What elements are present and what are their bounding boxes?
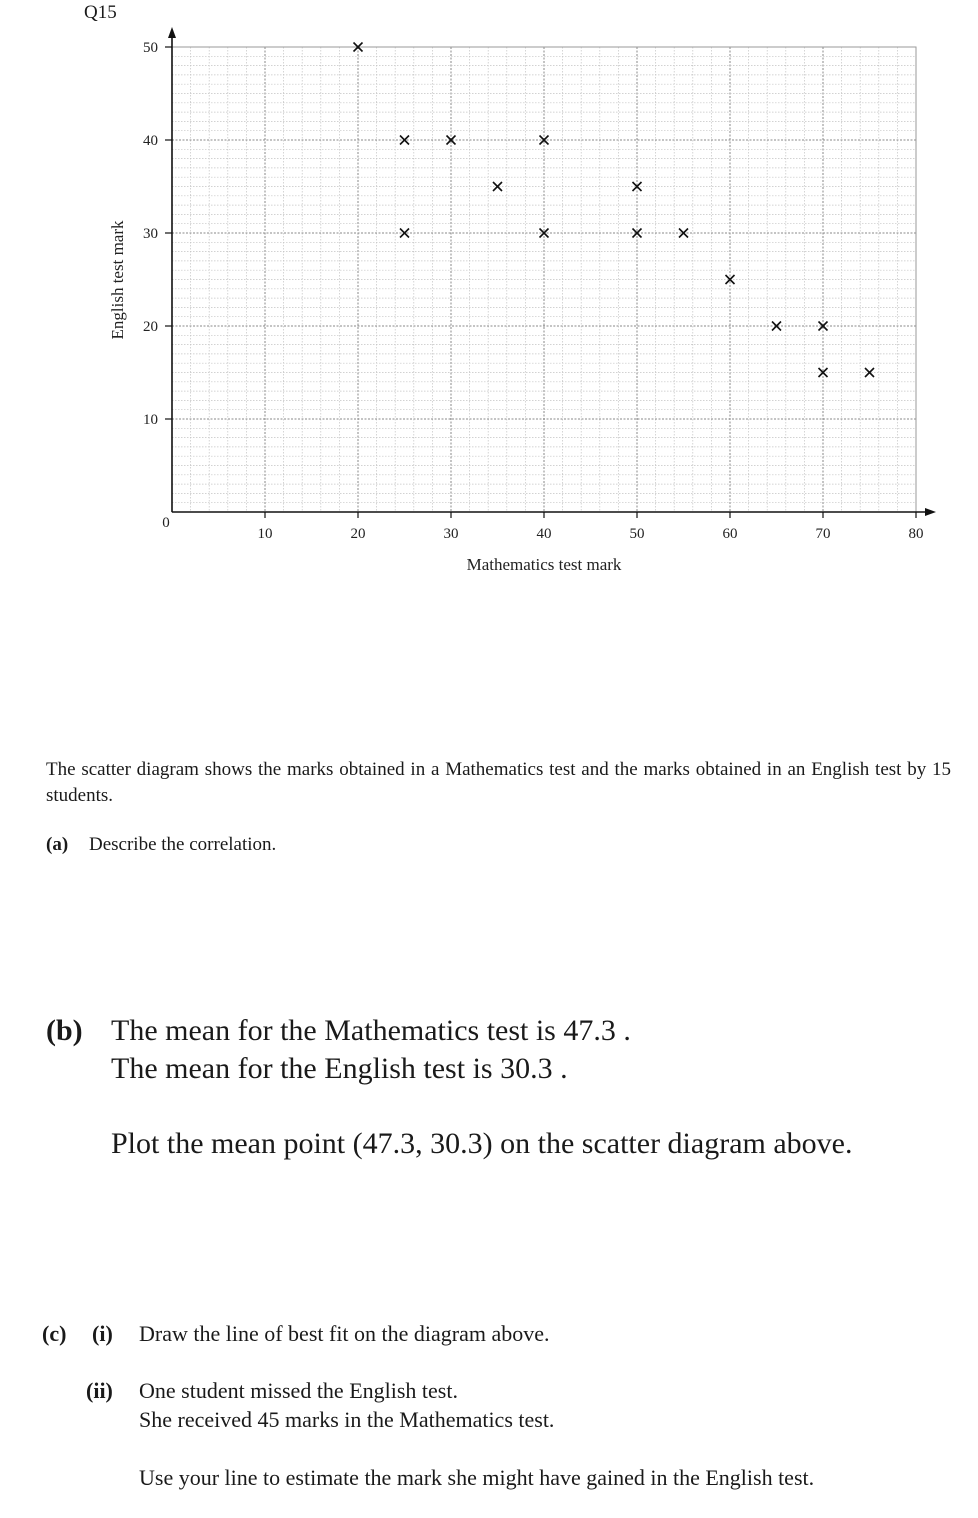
chart-axes (168, 27, 936, 516)
part-a-label: (a) (46, 834, 69, 855)
intro-text: The scatter diagram shows the marks obtained in a Mathematics test and the marks obtained in an English test by 15 students. (46, 759, 951, 806)
part-b-line2: The mean for the English test is 30.3 . (111, 1052, 568, 1085)
x-axis-arrow (925, 508, 936, 516)
chart-grid (172, 47, 916, 512)
part-c-ii-label: (ii) (86, 1378, 113, 1403)
part-b-line1: The mean for the Mathematics test is 47.3 . (111, 1014, 631, 1047)
part-b-label: (b) (46, 1014, 83, 1047)
scatter-chart (0, 0, 978, 590)
x-tick-label: 40 (536, 526, 552, 542)
part-b-line3: Plot the mean point (47.3, 30.3) on the scatter diagram above. (111, 1127, 853, 1160)
x-axis-label: Mathematics test mark (466, 555, 622, 574)
question-number: Q15 (84, 2, 117, 23)
x-tick-label: 80 (908, 526, 924, 542)
y-axis-label: English test mark (108, 220, 127, 340)
x-tick-label: 20 (350, 526, 366, 542)
part-c-ii-line3: Use your line to estimate the mark she might have gained in the English test. (139, 1465, 815, 1490)
x-tick-label: 30 (443, 526, 459, 542)
part-c-ii-line1: One student missed the English test. (139, 1378, 458, 1403)
chart-points (354, 43, 875, 378)
y-tick-label: 50 (143, 40, 158, 56)
origin-label: 0 (162, 515, 170, 531)
part-c-ii-line2: She received 45 marks in the Mathematics test. (139, 1407, 555, 1432)
y-tick-label: 30 (143, 226, 158, 242)
x-tick-label: 50 (629, 526, 645, 542)
y-tick-label: 10 (143, 412, 158, 428)
y-tick-label: 40 (143, 133, 158, 149)
part-c-i-text: Draw the line of best fit on the diagram above. (139, 1321, 550, 1346)
y-axis-arrow (168, 27, 176, 38)
x-tick-label: 10 (257, 526, 273, 542)
y-tick-label: 20 (143, 319, 158, 335)
x-tick-label: 60 (722, 526, 738, 542)
data-point (772, 322, 781, 331)
part-a-text: Describe the correlation. (89, 834, 277, 855)
chart-ticks (143, 40, 924, 542)
part-c-label: (c) (42, 1321, 67, 1346)
part-c-i-label: (i) (92, 1321, 113, 1346)
x-tick-label: 70 (815, 526, 831, 542)
